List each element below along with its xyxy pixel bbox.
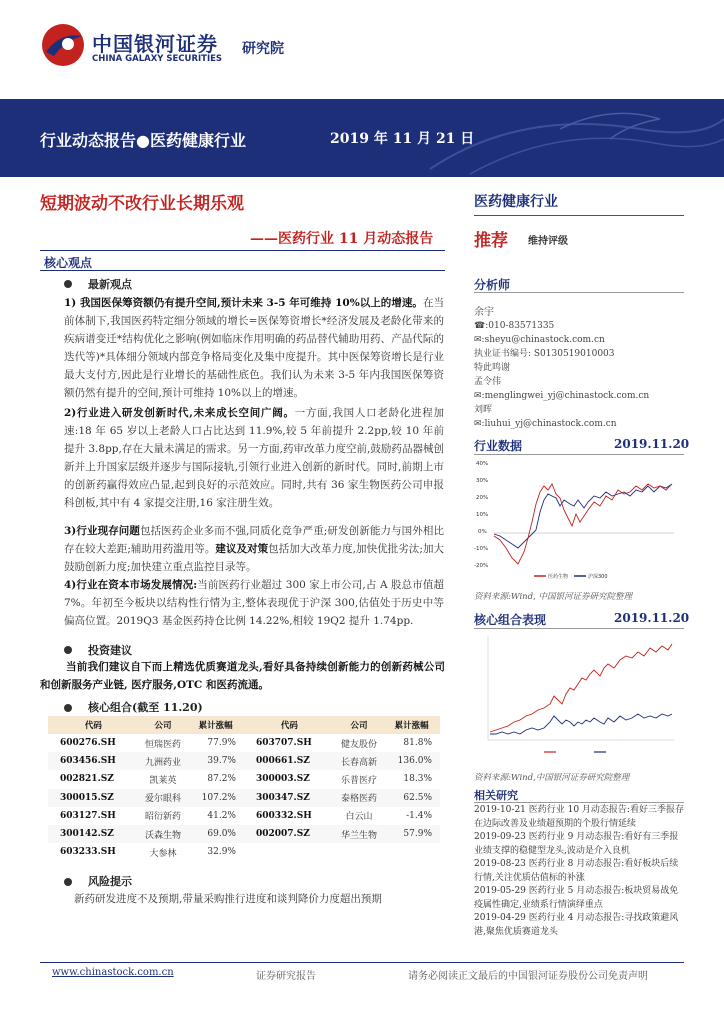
industry-label: 医药健康行业 bbox=[474, 194, 558, 210]
table-row bbox=[48, 825, 440, 843]
table-cell: 凯莱英 bbox=[149, 775, 177, 786]
table-cell: 大参林 bbox=[149, 848, 177, 859]
divider bbox=[474, 292, 684, 293]
related-research-item[interactable]: 2019-05-29 医药行业 5 月动态报告:板块贸易战免疫属性确定,业绩系行情演绎重点 bbox=[474, 886, 679, 910]
footer-url[interactable]: www.chinastock.com.cn bbox=[52, 967, 174, 978]
legend-hs300: 沪深300 bbox=[588, 574, 608, 580]
paragraph-3-lead-2: 建议及对策 bbox=[215, 543, 269, 555]
divider bbox=[474, 454, 684, 455]
header-cell: 累计涨幅 bbox=[383, 716, 440, 734]
table-cell: 603456.SH bbox=[48, 752, 139, 770]
table-cell: 002007.SZ bbox=[244, 825, 335, 843]
email-3-text[interactable]: :liuhui_yj@chinastock.com.cn bbox=[481, 419, 617, 429]
table-cell: 41.2% bbox=[207, 810, 236, 821]
paragraph-1-text: 在当前体制下,我国医药特定细分领域的增长=医保筹资增长*经济发展及老龄化带来的疾病谱变迁*结构优化之影响(例如临床作用明确的药品替代辅助用药、产品代际的迭代等)*具体细分领域内部竞争格局变化及集中度提升。其中医保筹资增长是行业最大支付方,因此是行业增长的基础性底色。我们认为未来 3-5 年内我国医保筹资额仍然有提升的空间,预计可维持 10%以上的增速。 bbox=[64, 297, 445, 399]
table-row bbox=[48, 807, 440, 825]
email-icon: ✉ bbox=[474, 335, 482, 345]
bullet-icon bbox=[64, 704, 72, 712]
divider bbox=[474, 628, 684, 629]
divider bbox=[474, 802, 684, 803]
table-cell: 81.8% bbox=[403, 738, 432, 749]
table-cell: 600276.SH bbox=[60, 738, 116, 749]
table-cell: 62.5% bbox=[383, 789, 440, 807]
table-row bbox=[48, 752, 440, 770]
analyst-email-1 bbox=[474, 334, 605, 348]
header-cell: 公司 bbox=[139, 716, 187, 734]
analyst-phone bbox=[474, 320, 554, 334]
rating-note: 维持评级 bbox=[528, 236, 568, 247]
analyst-name-2: 孟令伟 bbox=[474, 377, 502, 387]
industry-data-date: 2019.11.20 bbox=[614, 437, 690, 451]
section-core-heading: 核心观点 bbox=[44, 256, 93, 270]
paragraph-3 bbox=[64, 522, 444, 576]
bullet-icon bbox=[64, 280, 72, 288]
dept-label: 研究院 bbox=[242, 41, 284, 57]
analyst-email-3 bbox=[474, 418, 617, 432]
header-cell: 代码 bbox=[244, 716, 335, 734]
bullet-icon bbox=[64, 878, 72, 886]
paragraph-3-lead: 3)行业现存问题 bbox=[64, 525, 141, 537]
table-cell bbox=[383, 843, 440, 861]
industry-data-heading: 行业数据 bbox=[474, 439, 523, 453]
table-row bbox=[48, 843, 440, 861]
table-cell: 39.7% bbox=[187, 752, 244, 770]
page-title: 短期波动不改行业长期乐观 bbox=[40, 194, 244, 214]
table-cell: -1.4% bbox=[406, 810, 432, 821]
y-tick: 30% bbox=[476, 478, 489, 484]
table-row bbox=[48, 770, 440, 788]
brand-en: CHINA GALAXY SECURITIES bbox=[92, 54, 223, 64]
table-cell: 57.9% bbox=[383, 825, 440, 843]
y-tick: -10% bbox=[474, 546, 489, 552]
report-date: 2019 年 11 月 21 日 bbox=[330, 131, 475, 147]
y-tick: 40% bbox=[476, 461, 489, 467]
table-cell: 77.9% bbox=[207, 738, 236, 749]
y-tick: 0% bbox=[478, 529, 487, 535]
table-cell: 300015.SZ bbox=[48, 789, 139, 807]
email-1-text[interactable]: :sheyu@chinastock.com.cn bbox=[481, 335, 605, 345]
latest-heading: 最新观点 bbox=[88, 278, 132, 291]
table-cell: 603707.SH bbox=[255, 738, 312, 749]
table-cell: 603233.SH bbox=[60, 847, 116, 858]
table-cell: 九洲药业 bbox=[139, 752, 187, 770]
page-subtitle: ——医药行业 11 月动态报告 bbox=[250, 231, 434, 247]
series-portfolio bbox=[490, 644, 672, 732]
contact-label: 特此鸣谢 bbox=[474, 363, 511, 373]
paragraph-1 bbox=[64, 294, 444, 402]
analyst-email-2 bbox=[474, 390, 649, 404]
industry-chart-source: 资料来源:Wind, 中国银河证券研究院整理 bbox=[474, 592, 632, 602]
series-pharma bbox=[494, 484, 672, 564]
table-cell: 乐普医疗 bbox=[341, 775, 378, 786]
phone-number: :010-83571335 bbox=[485, 321, 555, 331]
header-cell: 公司 bbox=[335, 716, 383, 734]
table-cell: 300003.SZ bbox=[255, 774, 310, 785]
table-cell bbox=[244, 843, 335, 861]
portfolio-table bbox=[48, 716, 440, 861]
analyst-name-1: 余宇 bbox=[474, 307, 494, 318]
table-cell: 603127.SH bbox=[60, 810, 116, 821]
table-cell: 华兰生物 bbox=[335, 825, 383, 843]
bullet-icon bbox=[64, 646, 72, 654]
table-cell: 87.2% bbox=[207, 774, 236, 785]
rating: 推荐 bbox=[474, 231, 508, 251]
analyst-cert: 执业证书编号: S0130519010003 bbox=[474, 349, 615, 359]
industry-chart bbox=[474, 456, 684, 586]
galaxy-logo-icon bbox=[40, 22, 86, 68]
table-row bbox=[48, 734, 440, 752]
table-cell: 泰格医药 bbox=[335, 789, 383, 807]
related-research-item[interactable]: 2019-09-23 医药行业 9 月动态报告:看好有三季报业绩支撑的稳健型龙头,波动是介入良机 bbox=[474, 832, 679, 856]
table-cell: 300347.SZ bbox=[244, 789, 335, 807]
invest-text bbox=[40, 658, 445, 694]
paragraph-2 bbox=[64, 404, 444, 512]
paragraph-1-lead: 1) 我国医保筹资额仍有提升空间,预计未来 3-5 年可维持 10%以上的增速。 bbox=[64, 297, 423, 309]
y-tick: 10% bbox=[476, 512, 489, 518]
divider bbox=[40, 962, 684, 963]
paragraph-2-lead: 2)行业进入研发创新时代,未来成长空间广阔。 bbox=[64, 407, 295, 419]
brand-cn: 中国银河证券 bbox=[92, 32, 218, 56]
risk-text: 新药研发进度不及预期,带量采购推行进度和谈判降价力度超出预期 bbox=[74, 893, 382, 905]
footer-disclaimer: 请务必阅读正文最后的中国银河证券股份公司免责声明 bbox=[408, 971, 648, 982]
table-cell: 002821.SZ bbox=[60, 774, 114, 785]
invest-text-content: 当前我们建议自下而上精选优质赛道龙头,看好具备持续创新能力的创新药械公司和创新服务产业链, 医疗服务,OTC 和医药流通。 bbox=[40, 661, 445, 691]
paragraph-4-text: 当前医药行业超过 300 家上市公司,占 A 股总市值超 7%。年初至今板块以结构性行情为主,整体表现优于沪深 300,估值处于历史中等偏高位置。2019Q3 基金医药持仓比例 14.22%,相较 19Q2 提升 1.74pp. bbox=[64, 579, 445, 627]
email-2-text[interactable]: :menglingwei_yj@chinastock.com.cn bbox=[481, 391, 650, 401]
table-cell: 爱尔眼科 bbox=[139, 789, 187, 807]
series-hs300 bbox=[494, 484, 672, 548]
table-cell: 健友股份 bbox=[341, 739, 378, 750]
table-cell: 白云山 bbox=[345, 812, 373, 823]
table-cell: 300142.SZ bbox=[48, 825, 139, 843]
portfolio-chart-source: 资料来源:Wind,中国银河证券研究院整理 bbox=[474, 773, 630, 783]
related-research-item[interactable]: 2019-04-29 医药行业 4 月动态报告:寻找政策避风港,聚焦优质赛道龙头 bbox=[474, 913, 679, 937]
table-cell: 000661.SZ bbox=[244, 752, 335, 770]
y-tick: 20% bbox=[476, 495, 489, 501]
paragraph-4 bbox=[64, 576, 444, 630]
paragraph-3-text-a: 包括医药企业多而不强,同质化竞争严重;研发创新能力与国外相比存在较大差距;辅助用药滥用等。 bbox=[64, 525, 445, 555]
table-cell: 107.2% bbox=[187, 789, 244, 807]
table-cell: 69.0% bbox=[187, 825, 244, 843]
table-cell: 昭衍新药 bbox=[145, 812, 182, 823]
table-cell: 长春高新 bbox=[335, 752, 383, 770]
divider bbox=[40, 250, 445, 251]
header-cell: 累计涨幅 bbox=[187, 716, 244, 734]
logo bbox=[40, 22, 86, 68]
series-benchmark bbox=[490, 714, 672, 734]
phone-icon: ☎ bbox=[474, 321, 486, 331]
table-cell: 恒瑞医药 bbox=[145, 739, 182, 750]
portfolio-performance-date: 2019.11.20 bbox=[614, 611, 690, 625]
table-cell: 沃森生物 bbox=[139, 825, 187, 843]
email-icon: ✉ bbox=[474, 419, 482, 429]
table-cell bbox=[335, 843, 383, 861]
table-header-row bbox=[48, 716, 440, 734]
portfolio-heading: 核心组合(截至 11.20) bbox=[88, 701, 203, 714]
paragraph-4-lead: 4)行业在资本市场发展情况: bbox=[64, 579, 198, 591]
table-cell: 18.3% bbox=[403, 774, 432, 785]
analyst-heading: 分析师 bbox=[474, 278, 511, 292]
table-cell: 600332.SH bbox=[255, 810, 312, 821]
divider bbox=[40, 270, 445, 271]
related-research-heading: 相关研究 bbox=[474, 789, 518, 802]
portfolio-performance-heading: 核心组合表现 bbox=[474, 613, 547, 627]
legend-pharma: 医药生物 bbox=[548, 574, 569, 580]
risk-heading: 风险提示 bbox=[88, 875, 132, 888]
related-research-item[interactable]: 2019-08-23 医药行业 8 月动态报告:看好板块后续行情,关注优质估值标的补涨 bbox=[474, 859, 679, 883]
related-research-list bbox=[474, 804, 684, 939]
header-cell: 代码 bbox=[48, 716, 139, 734]
table-row bbox=[48, 789, 440, 807]
footer-center: 证券研究报告 bbox=[256, 971, 316, 982]
divider bbox=[474, 215, 684, 216]
invest-heading: 投资建议 bbox=[88, 644, 132, 657]
table-cell: 32.9% bbox=[207, 847, 236, 858]
y-tick: -20% bbox=[474, 563, 489, 569]
related-research-item[interactable]: 2019-10-21 医药行业 10 月动态报告:看好三季报存在边际改善及业绩超预期的个股行情延续 bbox=[474, 805, 684, 829]
legend bbox=[534, 573, 608, 580]
email-icon: ✉ bbox=[474, 391, 482, 401]
paragraph-2-text: 一方面,我国人口老龄化进程加速:18 年 65 岁以上老龄人口占比达到 11.9%,较 5 年前提升 2.2pp,较 10 年前提升 3.8pp,存在大量未满足的需求。另一方面,药审改革力度空前,鼓励药品器械创新并上升国家层级并逐步与国际接轨,引领行业进入创新的新时代。同时,前期上市的创新药贏得效应凸显,起到良好的示范效应。同时,共有 36 家生物医药公司申报科创板,其中有 4 家提交注册,16 家注册生效。 bbox=[64, 407, 444, 509]
report-type: 行业动态报告●医药健康行业 bbox=[40, 131, 246, 150]
portfolio-chart bbox=[474, 630, 684, 765]
table-cell: 136.0% bbox=[383, 752, 440, 770]
analyst-name-3: 刘晖 bbox=[474, 405, 493, 415]
paragraph-3-text-b: 包括加大改革力度,加快优批劣汰;加大鼓励创新力度;加快建立重点监控目录等。 bbox=[64, 543, 445, 573]
